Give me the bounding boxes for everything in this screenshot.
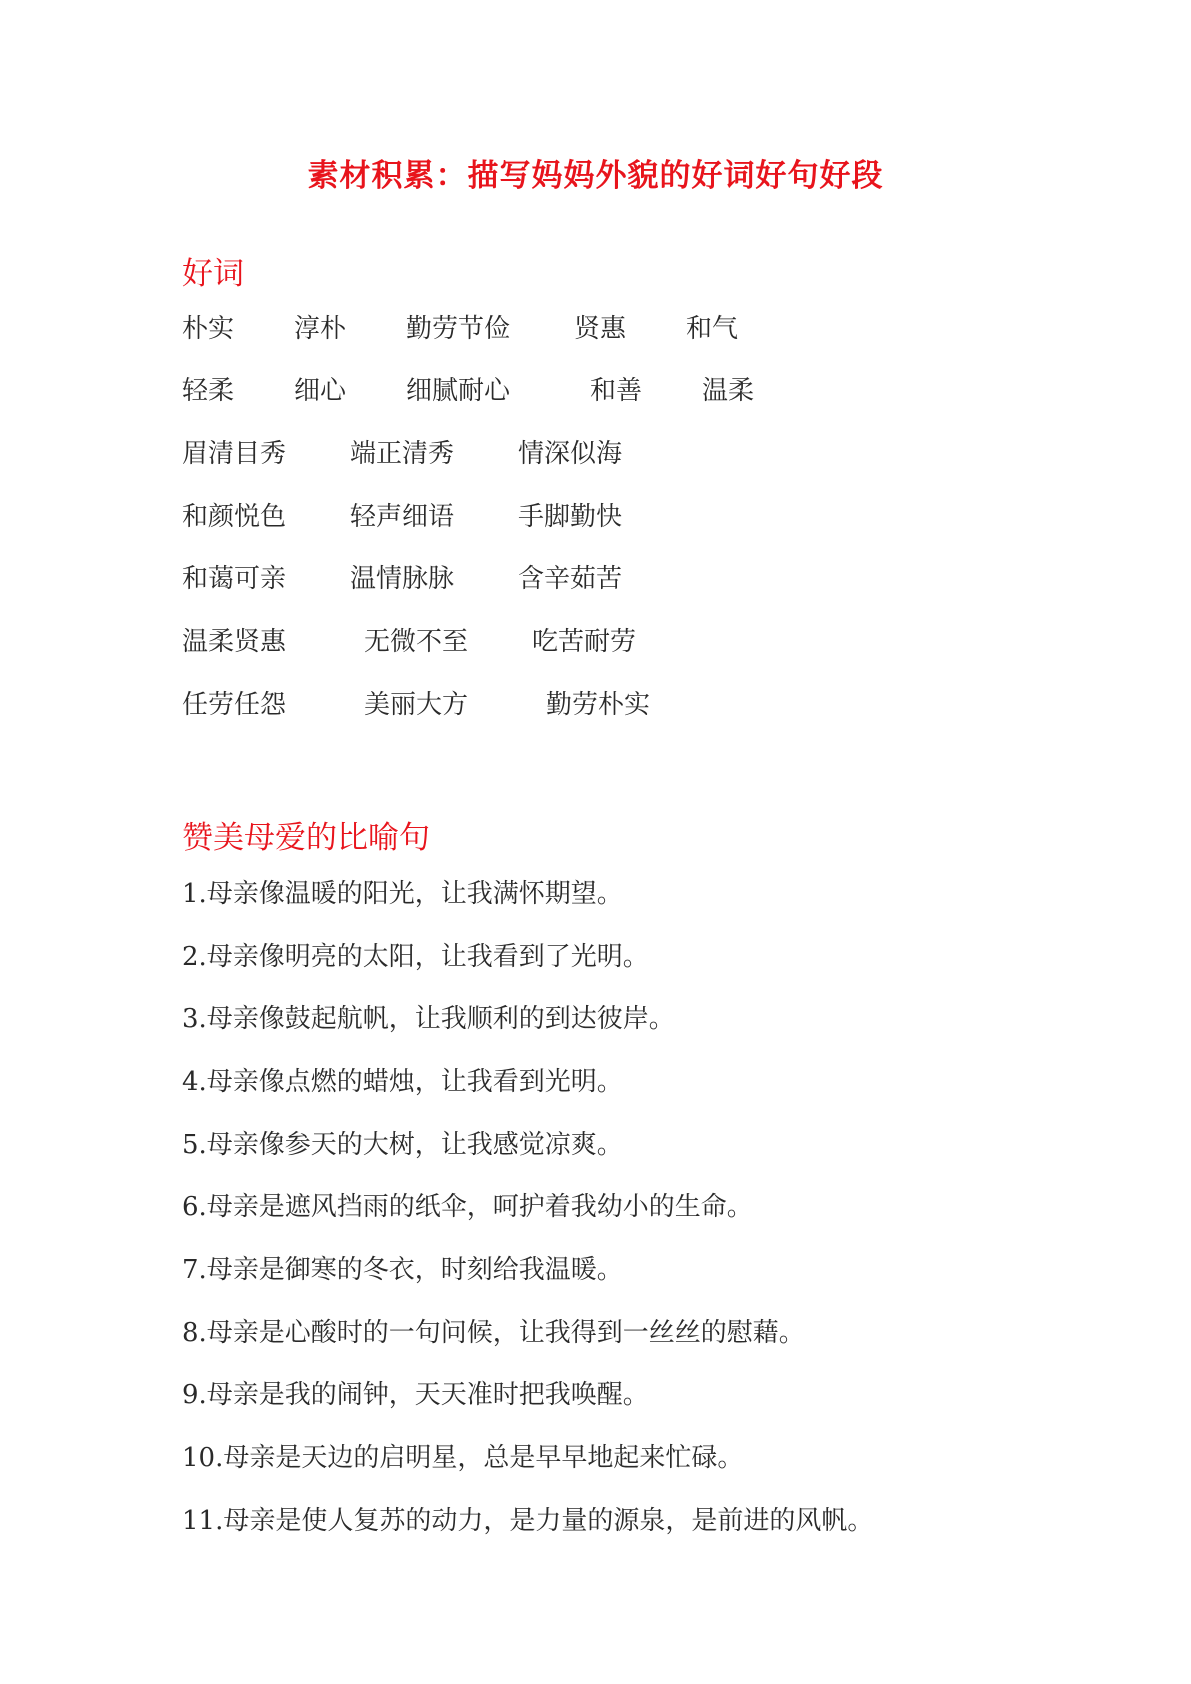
metaphor-sentence: 10.母亲是天边的启明星，总是早早地起来忙碌。 [182,1443,744,1473]
word: 细心 [294,376,347,406]
metaphor-sentence: 1.母亲像温暖的阳光，让我满怀期望。 [182,879,623,909]
word: 细腻耐心 [406,376,511,406]
page-title: 素材积累：描写妈妈外貌的好词好句好段 [307,158,884,194]
metaphor-sentence: 11.母亲是使人复苏的动力，是力量的源泉，是前进的风帆。 [182,1506,874,1536]
good-words-heading: 好词 [182,256,244,292]
metaphor-sentence: 4.母亲像点燃的蜡烛，让我看到光明。 [182,1067,623,1097]
metaphor-sentence: 8.母亲是心酸时的一句问候，让我得到一丝丝的慰藉。 [182,1318,805,1348]
word: 手脚勤快 [518,502,623,532]
metaphor-sentence: 5.母亲像参天的大树，让我感觉凉爽。 [182,1130,623,1160]
metaphor-sentence: 9.母亲是我的闹钟，天天准时把我唤醒。 [182,1380,649,1410]
metaphors-heading: 赞美母爱的比喻句 [182,820,430,856]
word: 和蔼可亲 [182,564,287,594]
word: 无微不至 [364,627,469,657]
word: 含辛茹苦 [518,564,623,594]
word: 吃苦耐劳 [532,627,637,657]
word: 温柔 [702,376,755,406]
word: 轻声细语 [350,502,455,532]
word: 和善 [590,376,643,406]
word: 勤劳节俭 [406,314,511,344]
word: 轻柔 [182,376,235,406]
word: 勤劳朴实 [546,690,651,720]
word: 任劳任怨 [182,690,287,720]
word: 温柔贤惠 [182,627,287,657]
metaphor-sentence: 7.母亲是御寒的冬衣，时刻给我温暖。 [182,1255,623,1285]
word: 情深似海 [518,439,623,469]
metaphor-sentence: 6.母亲是遮风挡雨的纸伞，呵护着我幼小的生命。 [182,1192,753,1222]
word: 美丽大方 [364,690,469,720]
word: 贤惠 [574,314,627,344]
word: 和气 [686,314,739,344]
word: 朴实 [182,314,235,344]
metaphor-sentence: 2.母亲像明亮的太阳，让我看到了光明。 [182,942,649,972]
metaphor-sentence: 3.母亲像鼓起航帆，让我顺利的到达彼岸。 [182,1004,675,1034]
word: 淳朴 [294,314,347,344]
word: 眉清目秀 [182,439,287,469]
word: 和颜悦色 [182,502,287,532]
word: 端正清秀 [350,439,455,469]
word: 温情脉脉 [350,564,455,594]
